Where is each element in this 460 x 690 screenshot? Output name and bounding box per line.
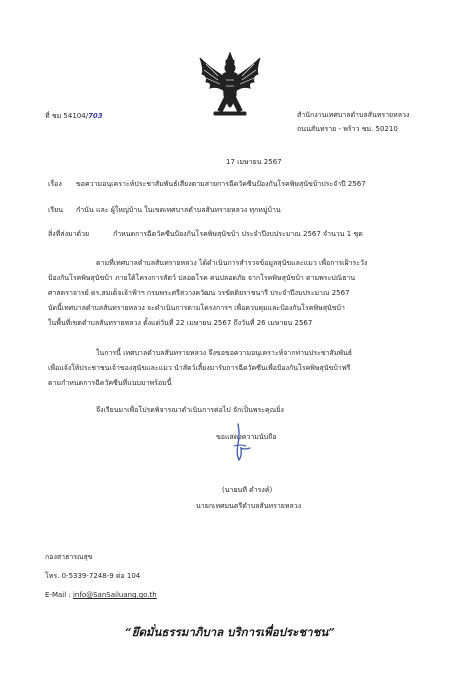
body-line: ในพื้นที่เขตตำบลสันทรายหลวง ตั้งแต่วันที่ 22 เมษายน 2567 ถึงวันที่ 26 เมษายน 2567	[48, 319, 313, 327]
signer-position: นายกเทศมนตรีตำบลสันทรายหลวง	[196, 502, 302, 510]
subject-text: ขอความอนุเคราะห์ประชาสัมพันธ์เสียงตามสายการฉีดวัคซีนป้องกันโรคพิษสุนัขบ้าประจำปี 2567	[76, 180, 366, 188]
recipient-text: กำนัน และ ผู้ใหญ่บ้าน ในเขตเทศบาลตำบลสันทรายหลวง ทุกหมู่บ้าน	[76, 206, 281, 214]
reference-prefix: ที่ ชม 54104/	[45, 112, 89, 120]
body-line: ตามที่เทศบาลตำบลสันทรายหลวง ได้ดำเนินการสำรวจข้อมูลสุนัขและแมว เพื่อการเฝ้าระวัง	[96, 259, 368, 267]
signature-icon	[226, 420, 256, 464]
slogan: “ยึดมั่นธรรมาภิบาล บริการเพื่อประชาชน”	[125, 625, 335, 639]
signer-name: (นายนที ดำรงค์)	[222, 486, 273, 494]
office-name: สำนักงานเทศบาลตำบลสันทรายหลวง	[297, 111, 410, 119]
body-line: บัดนี้เทศบาลตำบลสันทรายหลวง จะดำเนินการตามโครงการฯ เพื่อควบคุมและป้องกันโรคพิษสุนัขบ้า	[48, 304, 345, 312]
email-label: E-Mail :	[45, 591, 73, 599]
closing-salutation: ขอแสดงความนับถือ	[216, 433, 277, 441]
enclosure-label: สิ่งที่ส่งมาด้วย	[48, 230, 90, 238]
enclosure-text: กำหนดการฉีดวัคซีนป้องกันโรคพิษสุนัขบ้า ประจำปีงบประมาณ 2567 จำนวน 1 ชุด	[113, 230, 363, 238]
body-line: ตามกำหนดการฉีดวัคซีนที่แนบมาพร้อมนี้	[48, 379, 172, 387]
reference-handwritten: 703	[88, 112, 103, 120]
subject-label: เรื่อง	[48, 180, 62, 188]
body-line: ศาสตราจารย์ ดร.สมเด็จเจ้าฟ้าฯ กรมพระศรีสวางควัฒน วรขัตติยราชนารี ประจำปีงบประมาณ 2567	[48, 289, 350, 297]
email-link[interactable]: info@SanSailuang.go.th	[72, 591, 157, 599]
garuda-emblem-icon	[196, 50, 264, 122]
footer-email	[45, 591, 157, 600]
office-address: ถนนสันทราย - พร้าว ชม. 50210	[297, 125, 398, 133]
recipient-label: เรียน	[48, 206, 64, 214]
reference-number	[45, 112, 103, 121]
letter-date: 17 เมษายน 2567	[226, 158, 282, 166]
footer-phone: โทร. 0-5339-7248-9 ต่อ 104	[45, 572, 141, 580]
body-line: ในการนี้ เทศบาลตำบลสันทรายหลวง จึงขอขอความอนุเคราะห์จากท่านประชาสัมพันธ์	[96, 349, 352, 357]
body-line: เพื่อแจ้งให้ประชาชนเจ้าของสุนัขและแมว นำสัตว์เลี้ยงมารับการฉีดวัคซีนเพื่อป้องกันโรคพิษสุนัขบ้าฟรี	[48, 364, 351, 372]
footer-department: กองสาธารณสุข	[45, 553, 93, 561]
closing-request: จึงเรียนมาเพื่อโปรดพิจารณาดำเนินการต่อไป จักเป็นพระคุณยิ่ง	[96, 406, 284, 414]
body-line: ป้องกันโรคพิษสุนัขบ้า ภายใต้โครงการสัตว์ ปลอดโรค คนปลอดภัย จากโรคพิษสุนัขบ้า ตามพระปณิธาน	[48, 274, 356, 282]
